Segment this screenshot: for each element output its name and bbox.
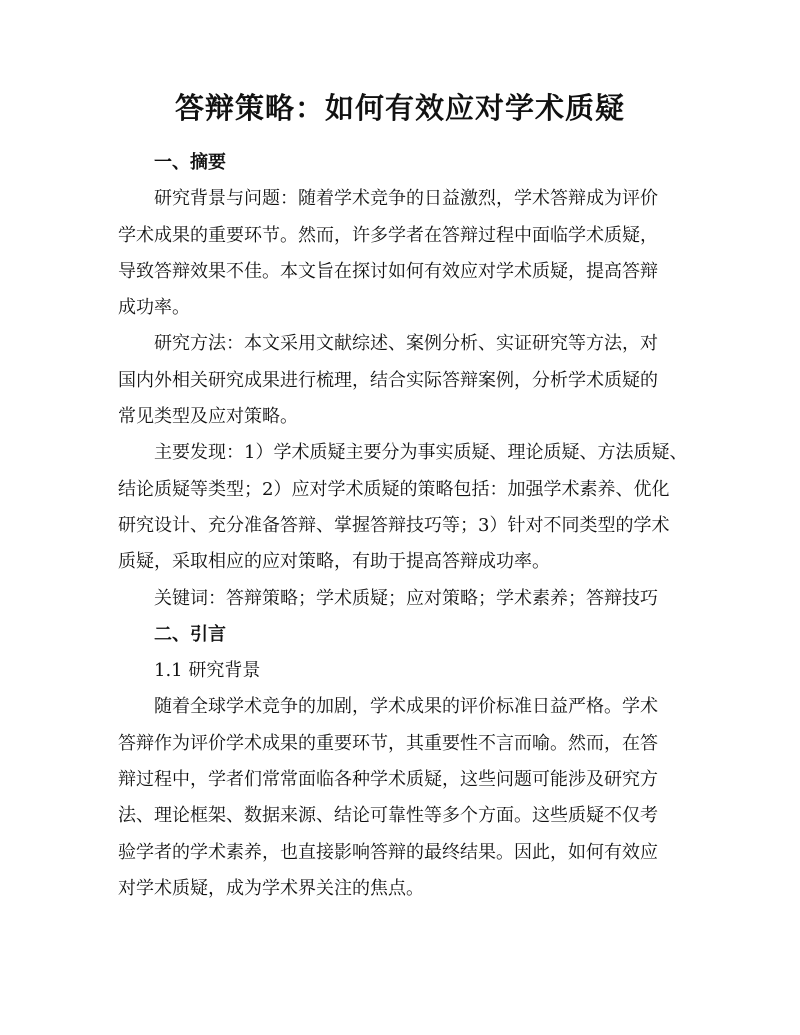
text-line: 常见类型及应对策略。 (118, 406, 298, 428)
text-line: 答辩作为评价学术成果的重要环节，其重要性不言而喻。然而，在答 (118, 732, 658, 754)
text-line: 验学者的学术素养，也直接影响答辩的最终结果。因此，如何有效应 (118, 841, 658, 863)
text-line: 成功率。 (118, 297, 190, 319)
text-line: 辩过程中，学者们常常面临各种学术质疑，这些问题可能涉及研究方 (118, 769, 658, 791)
abstract-paragraph-methods (118, 326, 700, 435)
text-line: 随着全球学术竞争的加剧，学术成果的评价标准日益严格。学术 (154, 696, 658, 718)
intro-paragraph-background (118, 689, 700, 907)
document-title: 答辩策略：如何有效应对学术质疑 (174, 91, 625, 125)
text-line: 法、理论框架、数据来源、结论可靠性等多个方面。这些质疑不仅考 (118, 805, 658, 827)
text-line: 研究背景与问题：随着学术竞争的日益激烈，学术答辩成为评价 (154, 188, 658, 210)
keywords-paragraph (118, 581, 700, 617)
document-body (118, 145, 700, 907)
text-line: 对学术质疑，成为学术界关注的焦点。 (118, 877, 424, 899)
text-line: 研究方法：本文采用文献综述、案例分析、实证研究等方法，对 (154, 333, 658, 355)
text-line: 结论质疑等类型；2）应对学术质疑的策略包括：加强学术素养、优化 (118, 478, 670, 500)
text-line: 国内外相关研究成果进行梳理，结合实际答辩案例，分析学术质疑的 (118, 369, 658, 391)
text-line: 导致答辩效果不佳。本文旨在探讨如何有效应对学术质疑，提高答辩 (118, 260, 658, 282)
text-line: 学术成果的重要环节。然而，许多学者在答辩过程中面临学术质疑， (118, 224, 658, 246)
text-line: 质疑，采取相应的应对策略，有助于提高答辩成功率。 (118, 551, 550, 573)
abstract-heading: 一、摘要 (154, 152, 226, 173)
text-line: 研究设计、充分准备答辩、掌握答辩技巧等；3）针对不同类型的学术 (118, 514, 670, 536)
abstract-paragraph-findings (118, 435, 700, 580)
intro-subheading: 1.1 研究背景 (154, 660, 261, 682)
keywords-line: 关键词：答辩策略；学术质疑；应对策略；学术素养；答辩技巧 (154, 587, 658, 609)
intro-heading: 二、引言 (154, 623, 226, 645)
text-line: 主要发现：1）学术质疑主要分为事实质疑、理论质疑、方法质疑、 (154, 442, 688, 464)
abstract-paragraph-background (118, 181, 700, 326)
